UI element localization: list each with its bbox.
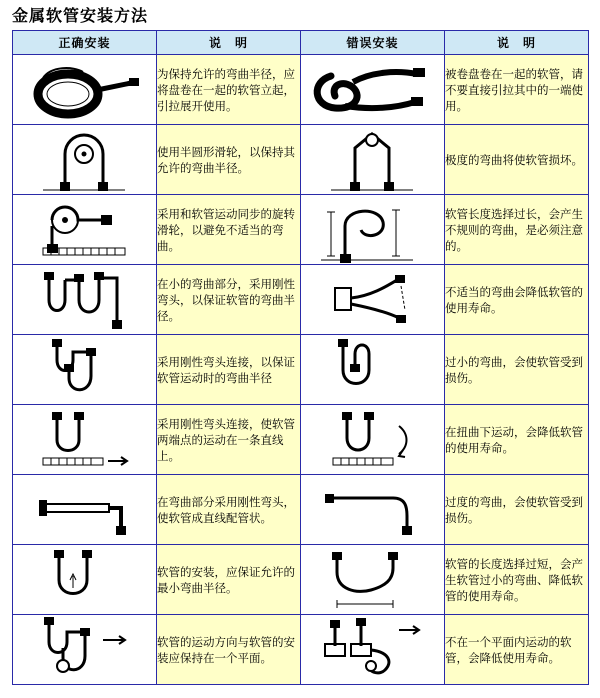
same-plane-motion-icon <box>13 616 155 684</box>
figure-cell-correct <box>13 615 157 685</box>
figure-cell-wrong <box>301 195 445 265</box>
straight-line-motion-icon <box>13 406 155 474</box>
figure-cell-correct <box>13 125 157 195</box>
table-row <box>13 265 589 335</box>
rigid-elbow-connection-icon <box>13 336 155 404</box>
header-correct-install: 正确安装 <box>13 31 157 55</box>
header-wrong-desc: 说 明 <box>445 31 589 55</box>
rotating-pulley-chain-icon <box>13 196 155 264</box>
description-wrong: 软管长度选择过长，会产生不规则的弯曲，是必须注意的。 <box>445 195 589 265</box>
figure-cell-correct <box>13 55 157 125</box>
coiled-hose-standing-icon <box>13 56 155 124</box>
table-row <box>13 475 589 545</box>
description-wrong: 在扭曲下运动，会降低软管的使用寿命。 <box>445 405 589 475</box>
long-hose-irregular-bend-icon <box>301 196 443 264</box>
figure-cell-wrong <box>301 125 445 195</box>
description-wrong: 过度的弯曲，会使软管受到损伤。 <box>445 475 589 545</box>
description-correct: 软管的运动方向与软管的安装应保持在一个平面。 <box>157 615 301 685</box>
description-wrong: 被卷盘卷在一起的软管，请不要直接引拉其中的一端使用。 <box>445 55 589 125</box>
table-row <box>13 55 589 125</box>
improper-bend-icon <box>301 266 443 334</box>
description-wrong: 极度的弯曲将使软管损坏。 <box>445 125 589 195</box>
description-wrong: 软管的长度选择过短，会产生软管过小的弯曲、降低软管的使用寿命。 <box>445 545 589 615</box>
description-correct: 为保持允许的弯曲半径，应将盘卷在一起的软管立起，引拉展开使用。 <box>157 55 301 125</box>
description-correct: 使用半圆形滑轮，以保持其允许的弯曲半径。 <box>157 125 301 195</box>
min-bend-radius-install-icon <box>13 546 155 614</box>
semicircle-pulley-icon <box>13 126 155 194</box>
torsion-motion-icon <box>301 406 443 474</box>
rigid-elbow-small-bend-icon <box>13 266 155 334</box>
figure-cell-wrong <box>301 405 445 475</box>
table-header-row <box>13 31 589 55</box>
figure-cell-correct <box>13 405 157 475</box>
table-row <box>13 615 589 685</box>
figure-cell-wrong <box>301 545 445 615</box>
header-wrong-install: 错误安装 <box>301 31 445 55</box>
figure-cell-correct <box>13 545 157 615</box>
straight-pipe-elbow-icon <box>13 476 155 544</box>
figure-cell-correct <box>13 475 157 545</box>
table-row <box>13 335 589 405</box>
out-of-plane-motion-icon <box>301 616 443 684</box>
figure-cell-correct <box>13 335 157 405</box>
description-wrong: 过小的弯曲，会使软管受到损伤。 <box>445 335 589 405</box>
figure-cell-wrong <box>301 475 445 545</box>
page-title: 金属软管安装方法 <box>12 6 149 25</box>
figure-cell-correct <box>13 265 157 335</box>
description-correct: 软管的安装，应保证允许的最小弯曲半径。 <box>157 545 301 615</box>
table-row <box>13 405 589 475</box>
table-row <box>13 195 589 265</box>
description-wrong: 不在一个平面内运动的软管，会降低使用寿命。 <box>445 615 589 685</box>
excessive-bend-icon <box>301 476 443 544</box>
description-correct: 采用和软管运动同步的旋转滑轮，以避免不适当的弯曲。 <box>157 195 301 265</box>
description-wrong: 不适当的弯曲会降低软管的使用寿命。 <box>445 265 589 335</box>
header-correct-desc: 说 明 <box>157 31 301 55</box>
description-correct: 采用刚性弯头连接，以保证软管运动时的弯曲半径 <box>157 335 301 405</box>
sharp-bend-pulley-icon <box>301 126 443 194</box>
description-correct: 在小的弯曲部分，采用刚性弯头，以保证软管的弯曲半径。 <box>157 265 301 335</box>
figure-cell-wrong <box>301 55 445 125</box>
figure-cell-correct <box>13 195 157 265</box>
over-long-hose-icon <box>301 546 443 614</box>
figure-cell-wrong <box>301 265 445 335</box>
table-row <box>13 125 589 195</box>
too-small-bend-icon <box>301 336 443 404</box>
coiled-hose-pulled-icon <box>301 56 443 124</box>
figure-cell-wrong <box>301 615 445 685</box>
description-correct: 在弯曲部分采用刚性弯头，使软管成直线配管状。 <box>157 475 301 545</box>
description-correct: 采用刚性弯头连接，使软管两端点的运动在一条直线上。 <box>157 405 301 475</box>
installation-methods-table <box>12 30 589 685</box>
figure-cell-wrong <box>301 335 445 405</box>
table-row <box>13 545 589 615</box>
